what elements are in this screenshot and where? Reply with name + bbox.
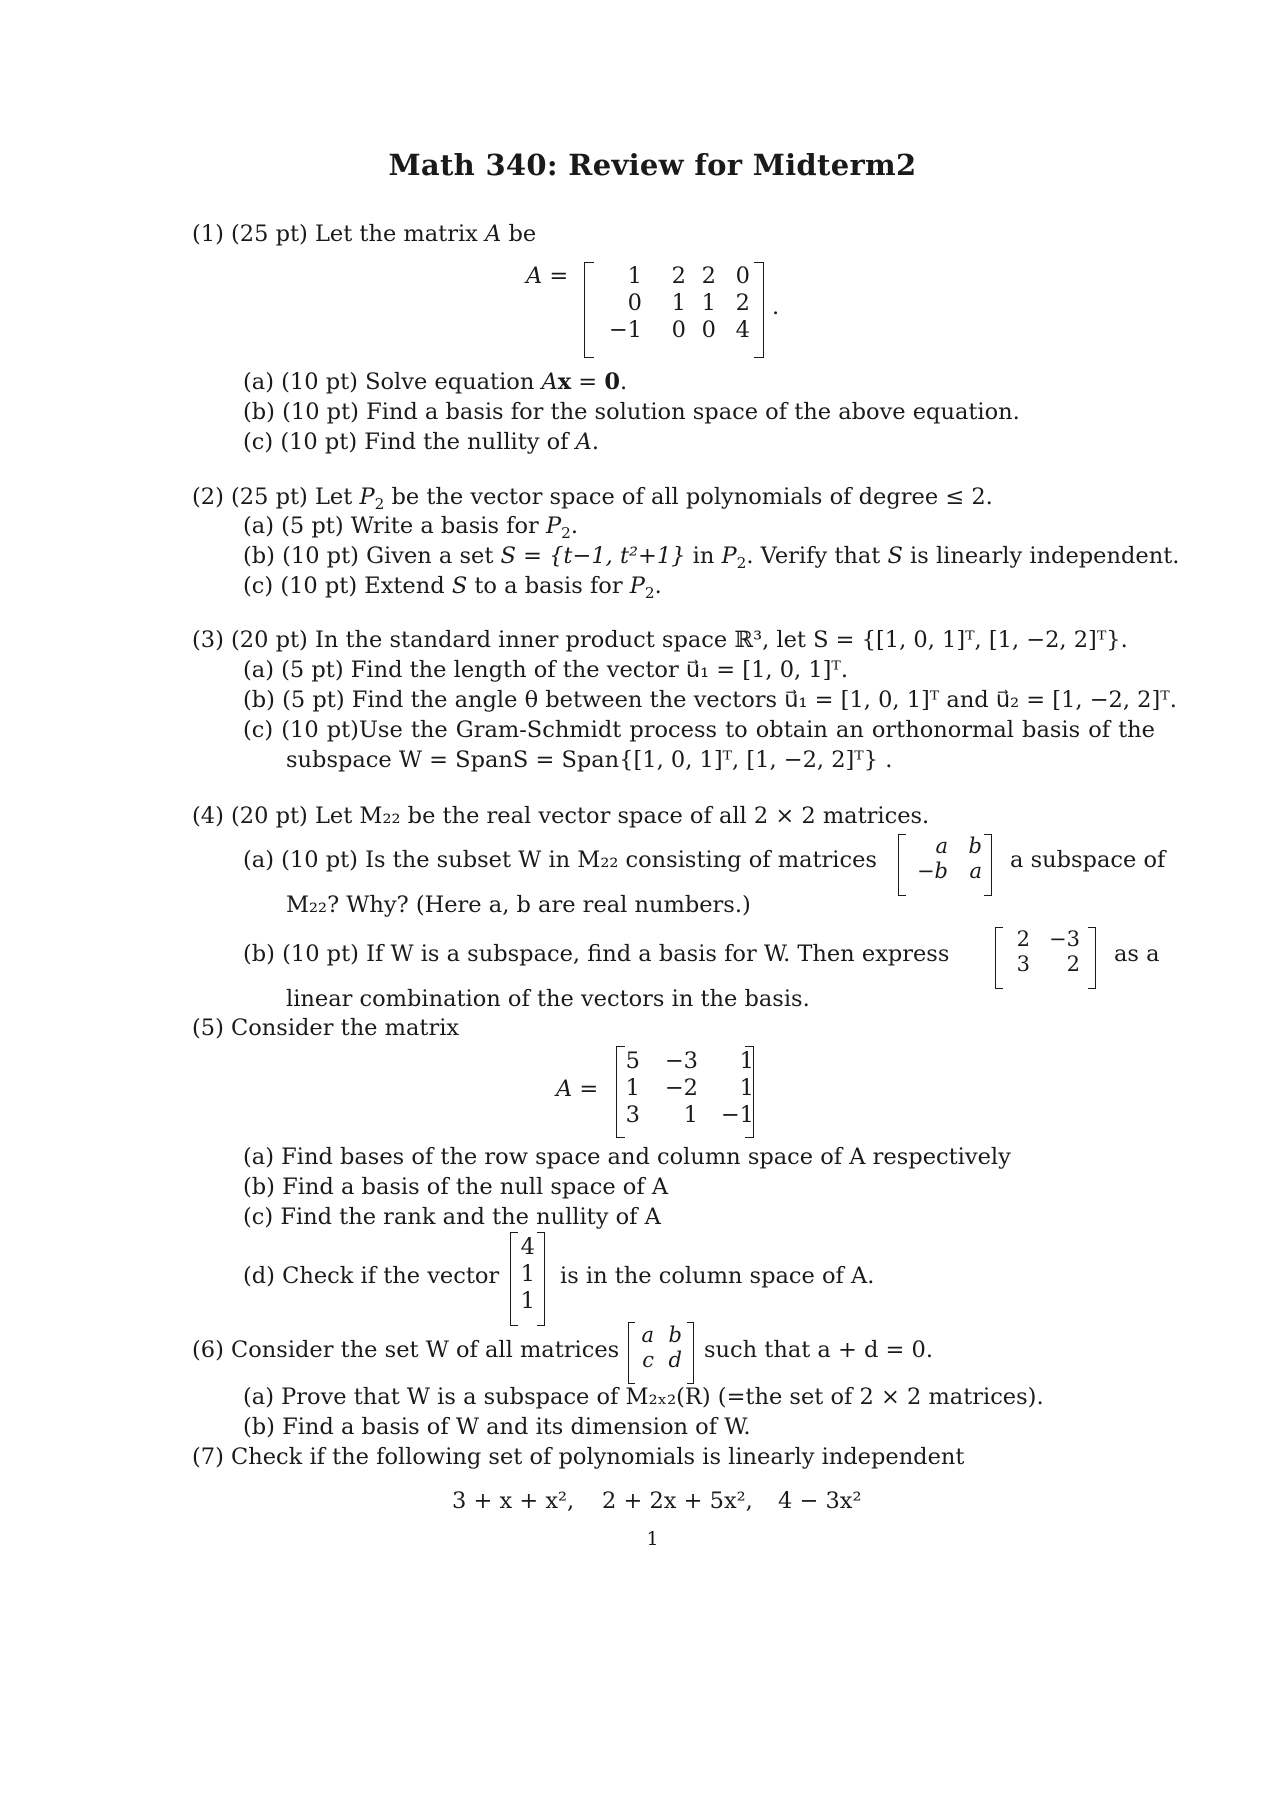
- q4a-matrix-left-bracket: [898, 834, 906, 896]
- q4-intro: (4) (20 pt) Let M₂₂ be the real vector space of all 2 × 2 matrices.: [192, 803, 930, 829]
- q5d-vector: 4 1 1: [520, 1234, 535, 1314]
- q5-part-c: (c) Find the rank and the nullity of A: [243, 1204, 661, 1230]
- q3-intro: (3) (20 pt) In the standard inner product space ℝ³, let S = {[1, 0, 1]ᵀ, [1, −2, 2]ᵀ}.: [192, 627, 1128, 653]
- q6-intro: (6) Consider the set W of all matrices: [192, 1337, 620, 1363]
- q4b-matrix: 2 −3 3 2: [1016, 927, 1080, 977]
- q3-part-c-line1: (c) (10 pt)Use the Gram-Schmidt process to obtain an orthonormal basis of the: [243, 717, 1155, 743]
- q5-matrix: 5 −3 1 1 −2 1 3 1 −1: [625, 1048, 754, 1128]
- q4a-matrix-right-bracket: [984, 834, 992, 896]
- q4-part-b-line2: linear combination of the vectors in the basis.: [286, 986, 810, 1012]
- q1-matrix-period: .: [772, 294, 780, 320]
- q6-matrix: a b c d: [641, 1323, 682, 1373]
- q1-matrix: 1 2 2 0 0 1 1 2 −1 0 0 4: [608, 263, 750, 343]
- q7-polynomial-3: 4 − 3x²: [778, 1488, 862, 1514]
- q7-intro: (7) Check if the following set of polynomials is linearly independent: [192, 1444, 965, 1470]
- page-number: 1: [646, 1528, 659, 1550]
- q4a-matrix: a b −b a: [916, 834, 982, 884]
- q2-intro: (2) (25 pt) Let $P_2$ be the vector space of all polynomials of degree ≤ 2.: [192, 484, 993, 513]
- q4-part-a: (a) (10 pt) Is the subset W in M₂₂ consisting of matrices: [243, 847, 877, 873]
- q4-part-a-line2: M₂₂? Why? (Here a, b are real numbers.): [286, 892, 751, 918]
- q2-part-c: (c) (10 pt) Extend S to a basis for $P_2$.: [243, 573, 662, 602]
- q5-intro: (5) Consider the matrix: [192, 1015, 460, 1041]
- q1-matrix-left-bracket: [584, 262, 594, 358]
- q3-part-a: (a) (5 pt) Find the length of the vector u⃗₁ = [1, 0, 1]ᵀ.: [243, 657, 849, 683]
- q5-part-b: (b) Find a basis of the null space of A: [243, 1174, 669, 1200]
- q5-part-d: (d) Check if the vector: [243, 1263, 500, 1289]
- q7-polynomial-2: 2 + 2x + 5x²,: [602, 1488, 753, 1514]
- q4-part-a-tail: a subspace of: [1010, 847, 1166, 873]
- q7-polynomial-1: 3 + x + x²,: [452, 1488, 575, 1514]
- q6-part-b: (b) Find a basis of W and its dimension of W.: [243, 1414, 751, 1440]
- page-title: Math 340: Review for Midterm2: [388, 148, 917, 182]
- q4-part-b: (b) (10 pt) If W is a subspace, find a basis for W. Then express: [243, 941, 950, 967]
- q1-matrix-right-bracket: [754, 262, 764, 358]
- q6-matrix-right-bracket: [687, 1322, 694, 1384]
- q1-part-a: (a) (10 pt) Solve equation Ax = 0.: [243, 369, 628, 395]
- q5-matrix-lhs: A =: [556, 1076, 599, 1102]
- q5-part-d-tail: is in the column space of A.: [560, 1263, 875, 1289]
- q1-part-c: (c) (10 pt) Find the nullity of A.: [243, 429, 600, 455]
- q6-part-a: (a) Prove that W is a subspace of M₂ₓ₂(R) (=the set of 2 × 2 matrices).: [243, 1384, 1044, 1410]
- q1-part-b: (b) (10 pt) Find a basis for the solution space of the above equation.: [243, 399, 1020, 425]
- q3-part-b: (b) (5 pt) Find the angle θ between the vectors u⃗₁ = [1, 0, 1]ᵀ and u⃗₂ = [1, −2, 2]ᵀ.: [243, 687, 1177, 713]
- q2-part-a: (a) (5 pt) Write a basis for $P_2$.: [243, 513, 578, 542]
- q4-part-b-tail: as a: [1114, 941, 1160, 967]
- q5d-vector-right-bracket: [537, 1232, 545, 1326]
- q1-intro: (1) (25 pt) Let the matrix A be: [192, 221, 537, 247]
- q3-part-c-line2: subspace W = SpanS = Span{[1, 0, 1]ᵀ, [1, −2, 2]ᵀ} .: [286, 747, 893, 773]
- q2-part-b: (b) (10 pt) Given a set S = {t−1, t²+1} in $P_2$. Verify that S is linearly independent.: [243, 543, 1180, 572]
- q4b-matrix-right-bracket: [1088, 927, 1096, 989]
- q1-matrix-lhs: A =: [526, 263, 569, 289]
- q6-intro-tail: such that a + d = 0.: [704, 1337, 934, 1363]
- q4b-matrix-left-bracket: [995, 927, 1003, 989]
- q5-part-a: (a) Find bases of the row space and column space of A respectively: [243, 1144, 1011, 1170]
